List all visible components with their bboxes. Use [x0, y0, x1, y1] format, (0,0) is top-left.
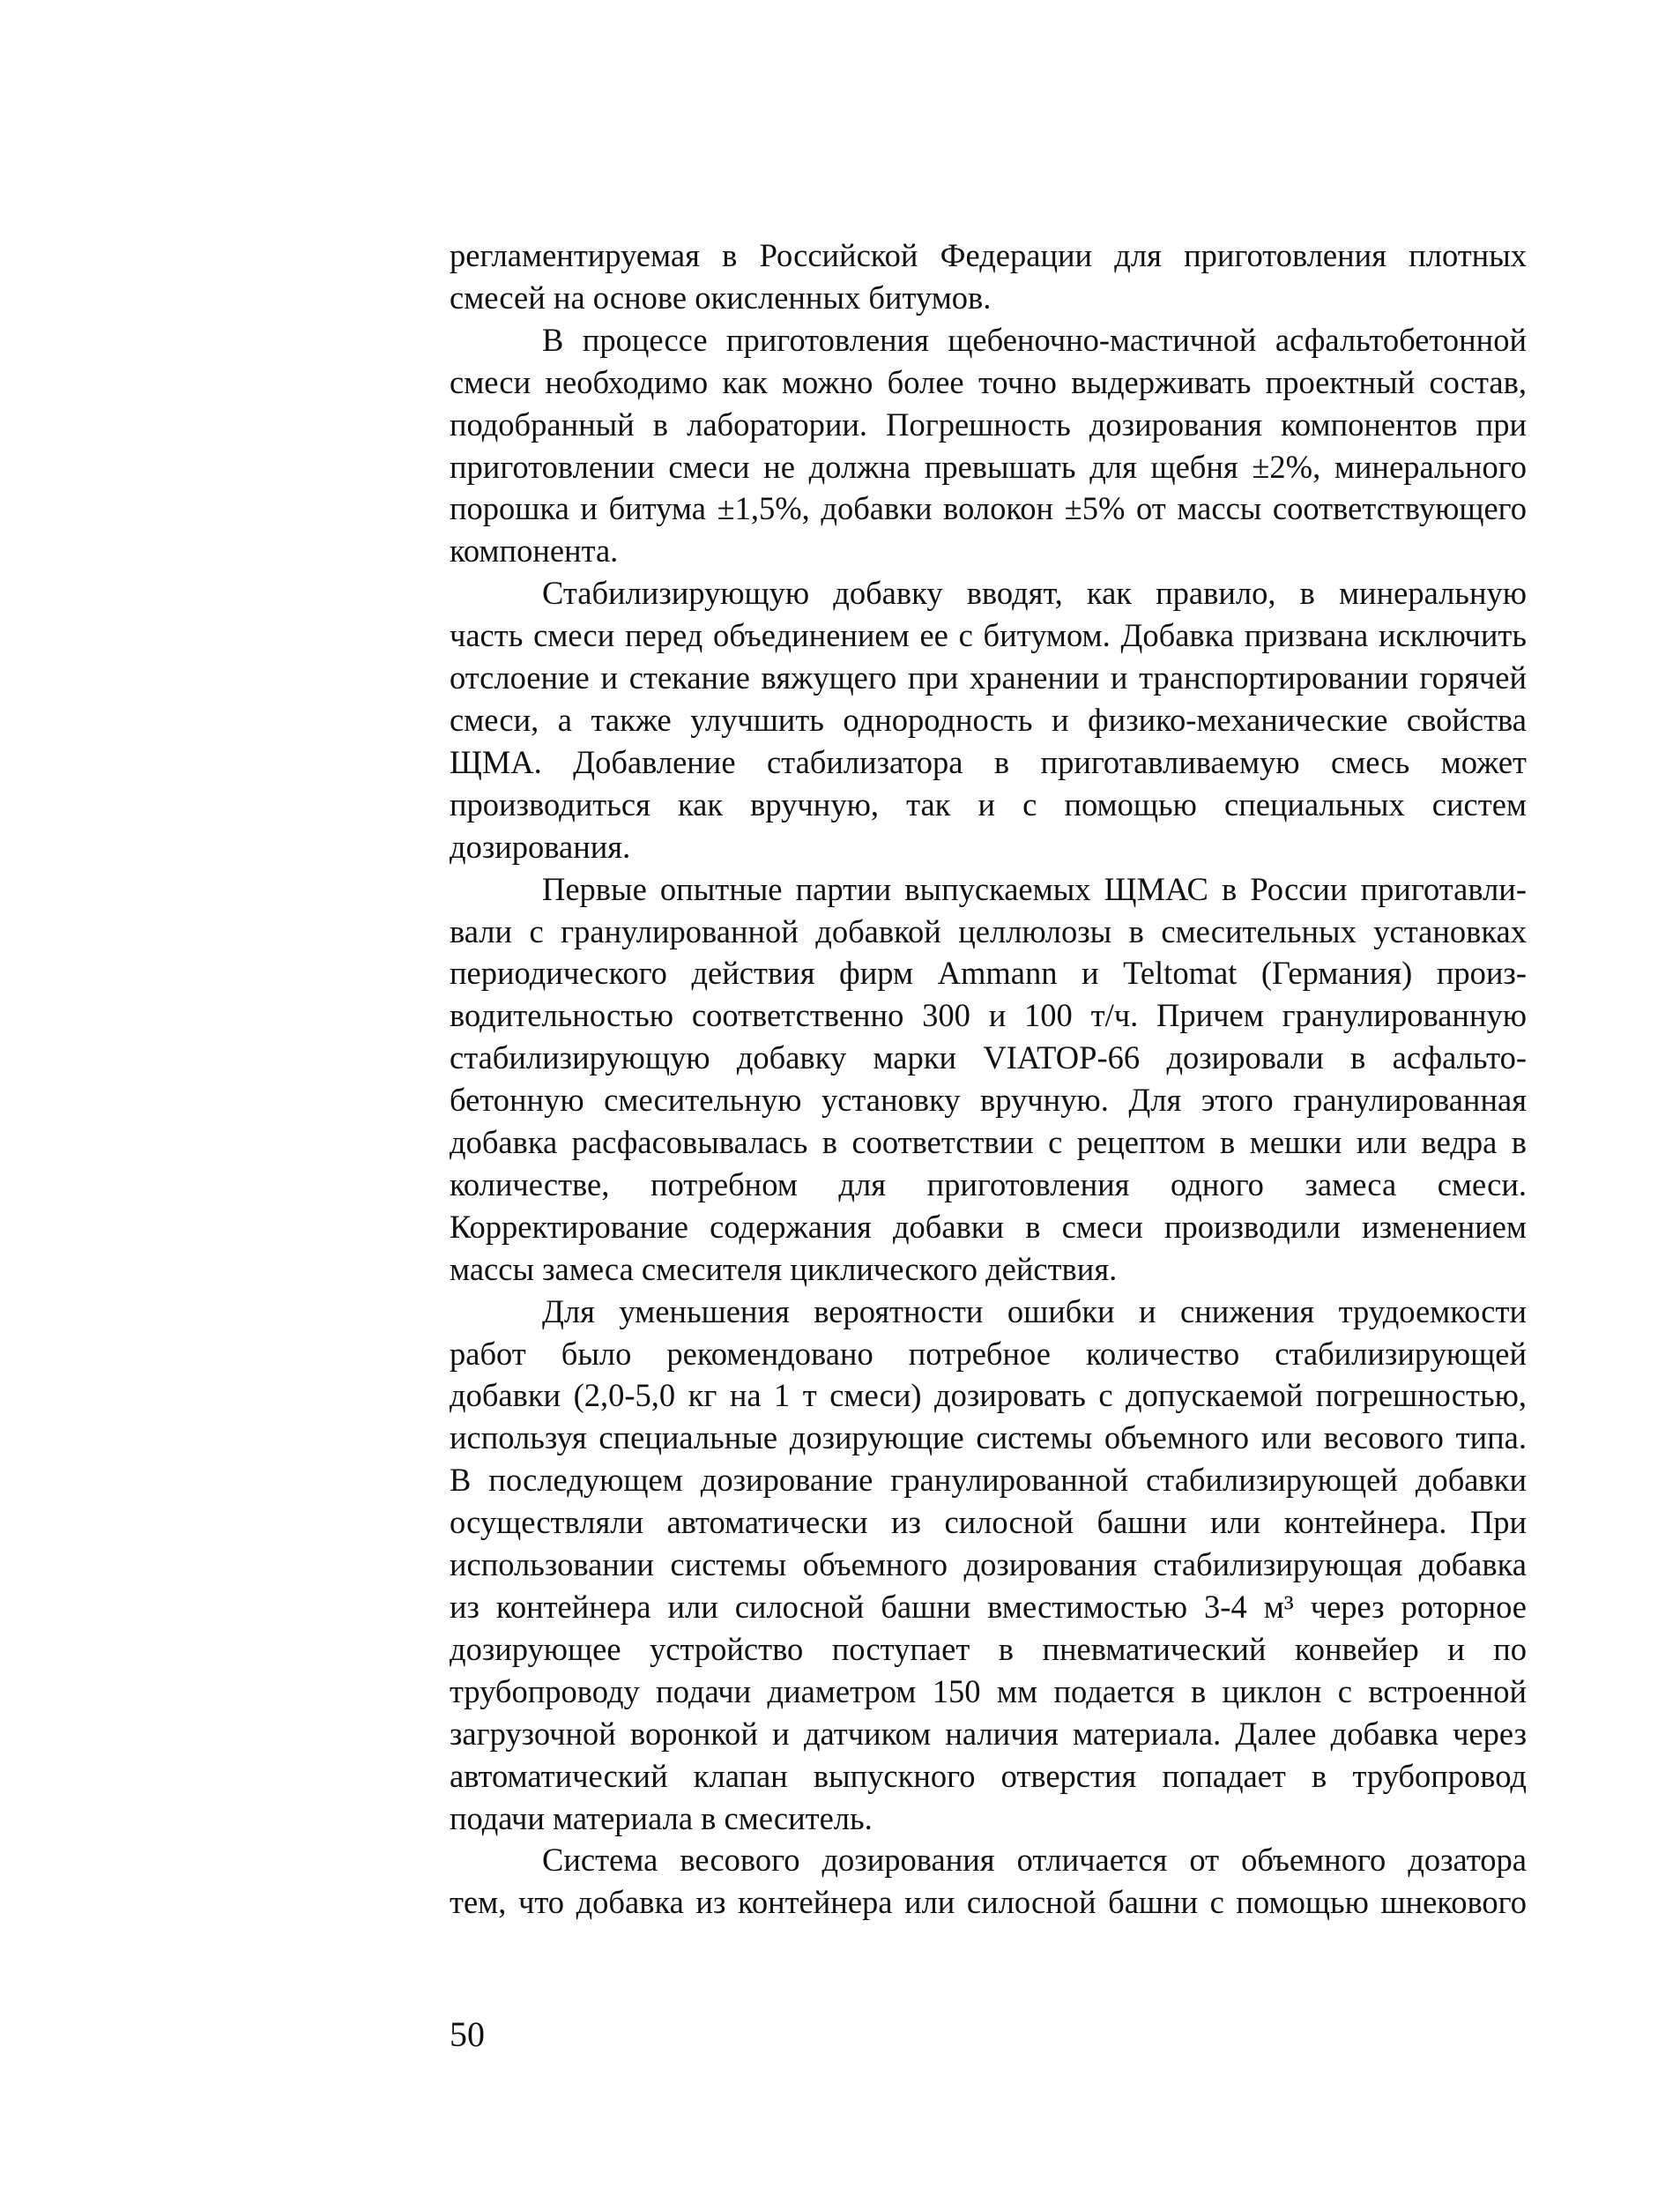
text-line: периодического действия фирм Ammann и Teltomat (Германия) произ- — [450, 955, 1527, 992]
text-line: ЩМА. Добавление стабилизатора в приготавливаемую смесь может — [450, 743, 1527, 780]
text-line: Первые опытные партии выпускаемых ЩМАС в России приготавли- — [542, 870, 1527, 907]
paragraph — [450, 319, 1527, 572]
text-line: добавка расфасовывалась в соответствии с рецептом в мешки или ведра в — [450, 1124, 1527, 1161]
text-line: Для уменьшения вероятности ошибки и снижения трудоемкости — [542, 1292, 1527, 1329]
text-line: смеси, а также улучшить однородность и физико-механические свойства — [450, 701, 1527, 738]
text-line: Корректирование содержания добавки в смеси производили изменением — [450, 1208, 1527, 1245]
text-line: добавки (2,0-5,0 кг на 1 т смеси) дозировать с допускаемой погрешностью, — [450, 1377, 1527, 1414]
text-line: смеси необходимо как можно более точно выдерживать проектный состав, — [450, 363, 1527, 400]
text-line: трубопроводу подачи диаметром 150 мм подается в циклон с встроенной — [450, 1672, 1527, 1709]
text-line: автоматический клапан выпускного отверстия попадает в трубопровод — [450, 1757, 1527, 1794]
text-line: приготовлении смеси не должна превышать для щебня ±2%, минерального — [450, 448, 1527, 485]
text-line: дозирования. — [450, 828, 631, 865]
text-line: водительностью соответственно 300 и 100 т/ч. Причем гранулированную — [450, 997, 1527, 1034]
text-line: Система весового дозирования отличается от объемного дозатора — [542, 1842, 1527, 1879]
text-line: использовании системы объемного дозирования стабилизирующая добавка — [450, 1546, 1527, 1583]
paragraph — [450, 572, 1527, 867]
text-line: стабилизирующую добавку марки VIATOP-66 дозировали в асфальто- — [450, 1039, 1527, 1076]
text-line: используя специальные дозирующие системы объемного или весового типа. — [450, 1419, 1527, 1456]
text-line: загрузочной воронкой и датчиком наличия материала. Далее добавка через — [450, 1715, 1527, 1752]
text-line: часть смеси перед объединением ее с битумом. Добавка призвана исключить — [450, 617, 1527, 654]
text-line: отслоение и стекание вяжущего при хранении и транспортировании горячей — [450, 659, 1527, 696]
text-line: вали с гранулированной добавкой целлюлозы в смесительных установках — [450, 912, 1527, 949]
paragraph — [450, 234, 1527, 319]
text-line: компонента. — [450, 532, 619, 569]
text-line: производиться как вручную, так и с помощью специальных систем — [450, 785, 1527, 823]
text-line: из контейнера или силосной башни вместимостью 3-4 м³ через роторное — [450, 1589, 1527, 1625]
text-line: регламентируемая в Российской Федерации для приготовления плотных — [450, 237, 1527, 273]
text-line: дозирующее устройство поступает в пневматический конвейер и по — [450, 1630, 1527, 1667]
paragraph — [450, 1839, 1527, 1924]
text-line: осуществляли автоматически из силосной башни или контейнера. При — [450, 1504, 1527, 1541]
text-line: бетонную смесительную установку вручную. Для этого гранулированная — [450, 1082, 1527, 1119]
text-line: массы замеса смесителя циклического действия. — [450, 1250, 1118, 1287]
text-line: тем, что добавка из контейнера или силосной башни с помощью шнекового — [450, 1884, 1527, 1921]
text-line: порошка и битума ±1,5%, добавки волокон ±5% от массы соответствующего — [450, 490, 1527, 527]
paragraph — [450, 1291, 1527, 1840]
text-line: Стабилизирующую добавку вводят, как правило, в минеральную — [542, 575, 1527, 612]
text-line: работ было рекомендовано потребное количество стабилизирующей — [450, 1335, 1527, 1372]
text-line: подобранный в лаборатории. Погрешность дозирования компонентов при — [450, 406, 1527, 443]
text-line: подачи материала в смеситель. — [450, 1799, 873, 1836]
paragraph — [450, 868, 1527, 1291]
text-line: количестве, потребном для приготовления одного замеса смеси. — [450, 1165, 1527, 1202]
text-line: В процессе приготовления щебеночно-мастичной асфальтобетонной — [542, 321, 1527, 358]
body-text — [450, 234, 1527, 1924]
page-number: 50 — [450, 2014, 485, 2054]
text-line: смесей на основе окисленных битумов. — [450, 279, 992, 316]
text-line: В последующем дозирование гранулированной стабилизирующей добавки — [450, 1462, 1527, 1499]
